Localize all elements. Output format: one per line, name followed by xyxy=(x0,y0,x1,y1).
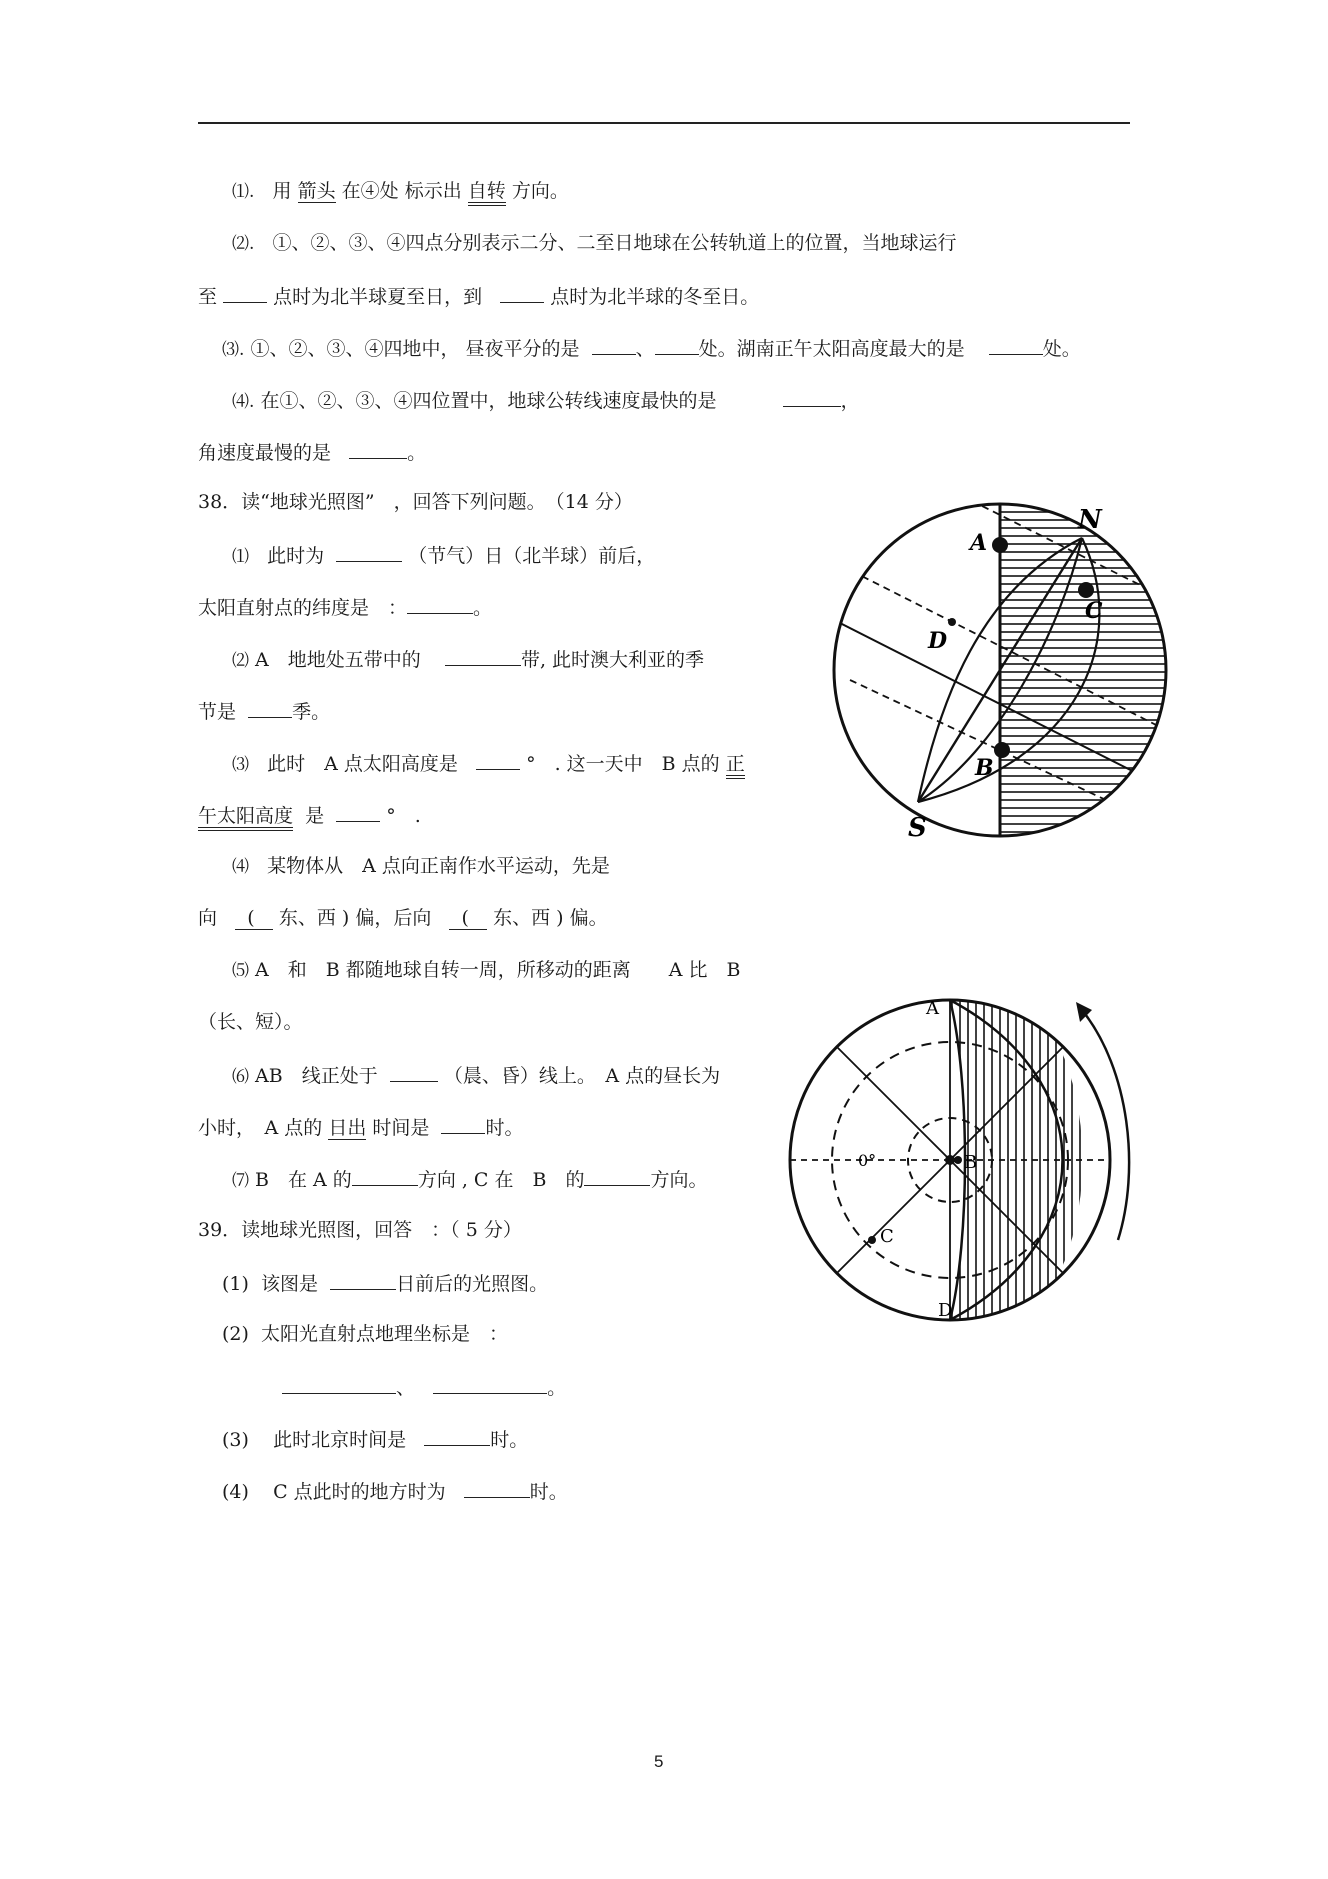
blank-b-noon-altitude[interactable] xyxy=(336,801,380,822)
label-d: D xyxy=(928,628,948,654)
blank-subsolar-lon[interactable] xyxy=(433,1373,547,1394)
label-c2: C xyxy=(880,1226,894,1247)
blank-terminator-type[interactable] xyxy=(390,1061,438,1082)
blank-winter-solstice[interactable] xyxy=(500,282,544,303)
blank-subsolar-lat[interactable] xyxy=(282,1373,396,1394)
point-c-dot xyxy=(1078,582,1094,598)
blank-b-direction[interactable] xyxy=(352,1165,418,1186)
blank-slowest-angular-speed[interactable] xyxy=(349,438,407,459)
q38-item-3-cont: 午太阳高度 是 ° . xyxy=(198,801,421,829)
q38-item-2-cont: 节是 季。 xyxy=(198,697,330,725)
header-rule xyxy=(198,122,1130,124)
q38-item-1: ⑴ 此时为 （节气）日（北半球）前后， xyxy=(232,541,655,570)
page-number: 5 xyxy=(654,1752,664,1771)
blank-solar-term[interactable] xyxy=(336,541,402,562)
blank-fastest-linear-speed[interactable] xyxy=(783,386,841,407)
blank-subsolar-latitude[interactable] xyxy=(407,593,473,614)
blank-c-direction[interactable] xyxy=(584,1165,650,1186)
q38-item-4: ⑷ 某物体从 A 点向正南作水平运动，先是 xyxy=(232,855,610,877)
q37-item-1: ⑴. 用 箭头 在④处 标示出 自转 方向。 xyxy=(232,178,569,205)
q39-item-4: (4) C 点此时的地方时为 时。 xyxy=(222,1477,568,1505)
blank-australia-season[interactable] xyxy=(248,697,292,718)
blank-beijing-time[interactable] xyxy=(424,1425,490,1446)
point-b2-dot xyxy=(954,1156,962,1164)
q39-title: 39．读地球光照图，回答 ：（ 5 分） xyxy=(198,1219,522,1241)
blank-hunan-max-altitude[interactable] xyxy=(989,334,1043,355)
point-c2-dot xyxy=(868,1236,876,1244)
q39-item-2: (2) 太阳光直射点地理坐标是 ： xyxy=(222,1323,509,1345)
blank-equinox-2[interactable] xyxy=(655,334,699,355)
q37-item-2: ⑵. ①、②、③、④四点分别表示二分、二至日地球在公转轨道上的位置，当地球运行 xyxy=(232,232,957,254)
blank-sunrise-time[interactable] xyxy=(441,1113,485,1134)
label-n: N xyxy=(1078,505,1102,535)
q38-item-7: ⑺ B 在 A 的 方向 , C 在 B 的 方向。 xyxy=(232,1165,708,1194)
label-c: C xyxy=(1085,598,1103,624)
blank-c-local-time[interactable] xyxy=(464,1477,530,1498)
q39-item-2-cont: 、 。 xyxy=(282,1373,566,1401)
q39-item-1: (1) 该图是 日前后的光照图。 xyxy=(222,1269,548,1297)
q39-item-3: (3) 此时北京时间是 时。 xyxy=(222,1425,528,1453)
q38-item-6: ⑹ AB 线正处于 （晨、昏）线上。 A 点的昼长为 xyxy=(232,1061,720,1090)
point-b-dot xyxy=(994,742,1010,758)
q38-item-3: ⑶ 此时 A 点太阳高度是 ° . 这一天中 B 点的 正 xyxy=(232,749,745,778)
night-side-shading xyxy=(1000,500,1190,840)
label-b: B xyxy=(975,755,994,781)
label-b2: B xyxy=(964,1152,978,1173)
q38-item-4-cont: 向 ( 东、西 ) 偏，后向 ( 东、西 ) 偏。 xyxy=(198,907,608,929)
q37-item-4-cont: 角速度最慢的是 。 xyxy=(198,438,426,466)
q38-item-5-cont: （长、短）。 xyxy=(198,1011,303,1033)
q37-item-3: ⑶. ①、②、③、④四地中， 昼夜平分的是 、 处。湖南正午太阳高度最大的是 处。 xyxy=(222,334,1081,363)
blank-summer-solstice[interactable] xyxy=(223,282,267,303)
label-a2: A xyxy=(926,998,939,1019)
q37-item-4: ⑷. 在①、②、③、④四位置中，地球公转线速度最快的是 ， xyxy=(232,386,860,415)
blank-a-solar-altitude[interactable] xyxy=(476,749,520,770)
blank-date[interactable] xyxy=(330,1269,396,1290)
label-zero-degree: 0° xyxy=(858,1151,877,1170)
figure-earth-illumination-2 xyxy=(780,990,1160,1340)
q38-item-1-cont: 太阳直射点的纬度是 ： 。 xyxy=(198,593,492,621)
label-a: A xyxy=(970,530,988,556)
label-d2: D xyxy=(938,1300,953,1321)
q38-item-2: ⑵ A 地地处五带中的 带, 此时澳大利亚的季 xyxy=(232,645,704,674)
point-d-dot xyxy=(948,618,956,626)
q38-title: 38．读“地球光照图” ，回答下列问题。 （14 分） xyxy=(198,491,633,513)
blank-equinox-1[interactable] xyxy=(592,334,636,355)
north-pole-dot xyxy=(945,1155,955,1165)
point-a-dot xyxy=(992,537,1008,553)
q38-item-6-cont: 小时， A 点的 日出 时间是 时。 xyxy=(198,1113,524,1141)
label-s: S xyxy=(908,813,927,840)
blank-climate-zone[interactable] xyxy=(445,645,521,666)
q37-item-2-cont: 至 点时为北半球夏至日，到 点时为北半球的冬至日。 xyxy=(198,282,759,310)
q38-item-5: ⑸ A 和 B 都随地球自转一周，所移动的距离 A 比 B xyxy=(232,959,741,981)
figure-earth-illumination-1 xyxy=(830,500,1190,840)
